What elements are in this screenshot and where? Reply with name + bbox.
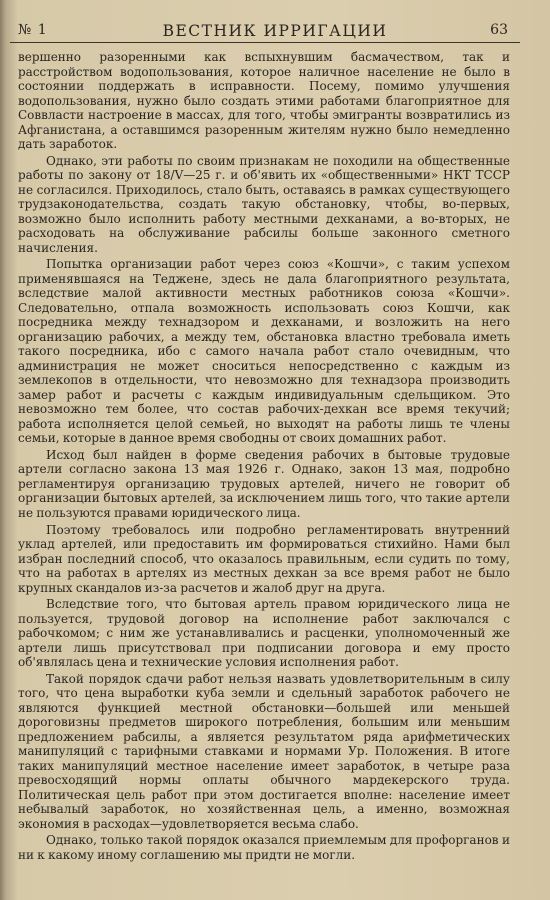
issue-number: № 1 xyxy=(18,22,48,38)
page-number: 63 xyxy=(490,22,508,38)
paragraph: Вследствие того, что бытовая артель правом юридического лица не пользуется, трудовой договор на исполнение работ заключался с рабочкомом; с ним же устанавливались и расценки, уполномоченный же артели лишь присутствовал при подписании договора и ему просто об'являлась цена и технические условия исполнения работ. xyxy=(18,597,510,670)
journal-title: ВЕСТНИК ИРРИГАЦИИ xyxy=(162,22,388,40)
article-body xyxy=(18,50,510,862)
paragraph: Поэтому требовалось или подробно регламентировать внутренний уклад артелей, или предоставить им формироваться стихийно. Нами был избран последний способ, что оказалось правильным, если судить по тому, что на работах в артелях из местных дехкан за все время работ не было крупных скандалов из-за расчетов и жалоб друг на друга. xyxy=(18,522,510,595)
paragraph: Однако, эти работы по своим признакам не походили на общественные работы по закону от 18/V—25 г. и об'явить их «общественными» НКТ ТССР не согласился. Приходилось, стало быть, оставаясь в рамках существующего трудзаконодательства, создать такую обстановку, чтобы, во-первых, возможно было исполнить работу местными дехканами, а во-вторых, не расходовать на обслуживание рабсилы больше законного сметного начисления. xyxy=(18,153,510,255)
paragraph: Однако, только такой порядок оказался приемлемым для профорганов и ни к какому иному соглашению мы придти не могли. xyxy=(18,833,510,862)
paragraph: Такой порядок сдачи работ нельзя назвать удовлетворительным в силу того, что цена выработки куба земли и сдельный заработок рабочего не являются функцией местной обстановки—большей или меньшей дороговизны предметов широкого потребления, большим или меньшим предложением рабсилы, а является результатом ряда арифметических манипуляций с тарифными ставками и нормами Ур. Положения. В итоге таких манипуляций местное население имеет заработок, в четыре раза превосходящий нормы оплаты обычного мардекерского труда. Политическая цель работ при этом достигается вполне: население имеет небывалый заработок, но хозяйственная цель, а именно, возможная экономия в расходах—удовлетворяется весьма слабо. xyxy=(18,671,510,831)
paragraph: Исход был найден в форме сведения рабочих в бытовые трудовые артели согласно закона 13 мая 1926 г. Однако, закон 13 мая, подробно регламентируя организацию трудовых артелей, ничего не говорит об организации бытовых артелей, за исключением лишь того, что такие артели не пользуются правами юридического лица. xyxy=(18,447,510,520)
header-rule xyxy=(10,42,520,43)
paragraph: вершенно разоренными как вспыхнувшим басмачеством, так и расстройством водопользования, которое наличное население не было в состоянии поддержать в исправности. Посему, помимо улучшения водопользования, нужно было создать этими работами благоприятное для Соввласти настроение в массах, для того, чтобы эмигранты возвратились из Афганистана, а оставшимся разоренным жителям нужно было немедленно дать заработок. xyxy=(18,50,510,152)
paragraph: Попытка организации работ через союз «Кошчи», с таким успехом применявшаяся на Теджене, здесь не дала благоприятного результата, вследствие малой активности местных работников союза «Кошчи». Следовательно, отпала возможность использовать союз Кошчи, как посредника между технадзором и дехканами, и возложить на него организацию рабочих, а между тем, обстановка властно требовала иметь такого посредника, ибо с самого начала работ стало очевидным, что администрация не может сноситься непосредственно с каждым из землекопов в отдельности, что невозможно для технадзора производить замер работ и расчеты с каждым индивидуальным сдельщиком. Это невозможно тем более, что состав рабочих-дехкан все время текучий; работа исполняется целой семьей, но выходят на работы лишь те члены семьи, которые в данное время свободны от своих домашних работ. xyxy=(18,257,510,446)
